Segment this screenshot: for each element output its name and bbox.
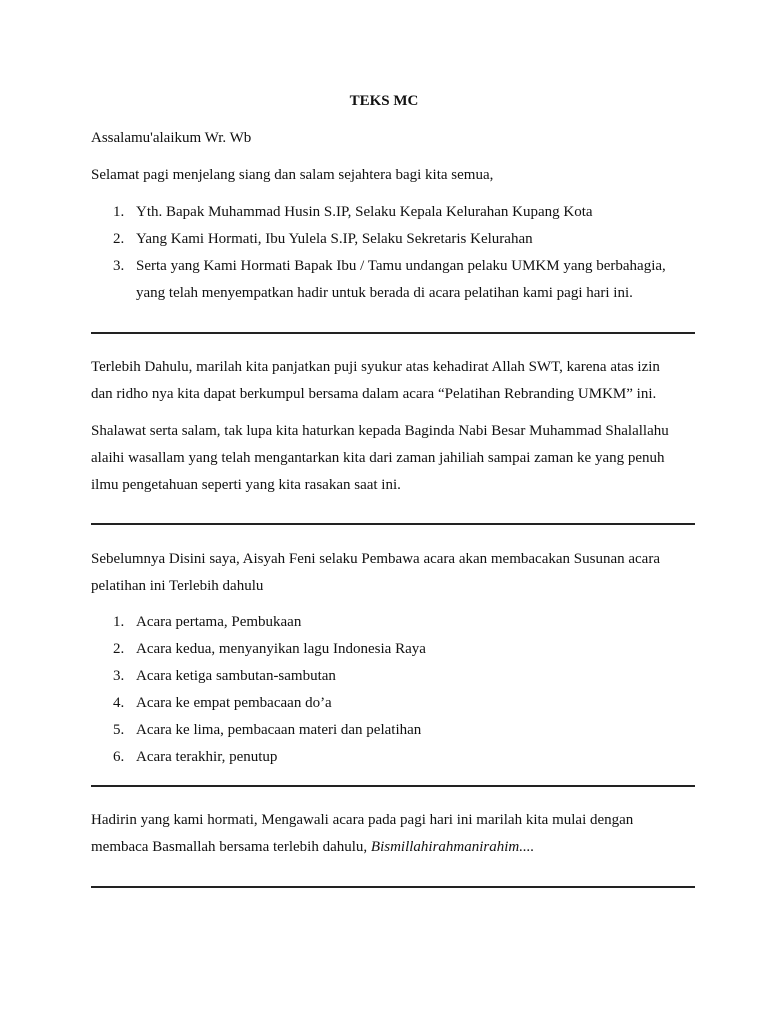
section-divider [91, 523, 695, 525]
list-number: 3. [113, 668, 125, 684]
list-item [91, 199, 695, 226]
list-item-text: Acara ketiga sambutan-sambutan [136, 668, 336, 684]
list-item-text: Acara kedua, menyanyikan lagu Indonesia Raya [136, 641, 426, 657]
list-item-text: Acara ke lima, pembacaan materi dan pelatihan [136, 722, 422, 738]
section-divider [91, 785, 695, 787]
list-item-text: Yth. Bapak Muhammad Husin S.IP, Selaku Kepala Kelurahan Kupang Kota [136, 204, 593, 220]
list-item [91, 253, 695, 307]
list-item [91, 609, 695, 636]
closing-text: Hadirin yang kami hormati, Mengawali acara pada pagi hari ini marilah kita mulai dengan membaca Basmallah bersama terlebih dahulu, [91, 812, 634, 855]
list-item [91, 663, 695, 690]
document-title: TEKS MC [349, 93, 419, 109]
list-item-text: Yang Kami Hormati, Ibu Yulela S.IP, Selaku Sekretaris Kelurahan [136, 231, 533, 247]
gratitude-paragraph: Terlebih Dahulu, marilah kita panjatkan puji syukur atas kehadirat Allah SWT, karena atas izin dan ridho nya kita dapat berkumpul bersama dalam acara “Pelatihan Rebranding UMKM” ini. [91, 359, 660, 402]
list-item [91, 744, 695, 771]
list-number: 3. [113, 258, 125, 274]
guest-list [91, 199, 695, 307]
list-number: 2. [113, 231, 125, 247]
list-item-text: Acara ke empat pembacaan do’a [136, 695, 332, 711]
greeting-text: Assalamu'alaikum Wr. Wb [91, 130, 252, 146]
opening-text: Selamat pagi menjelang siang dan salam sejahtera bagi kita semua, [91, 167, 494, 183]
list-number: 4. [113, 695, 125, 711]
list-number: 5. [113, 722, 125, 738]
list-item-text: Acara pertama, Pembukaan [136, 614, 302, 630]
agenda-list [91, 609, 695, 771]
list-item [91, 636, 695, 663]
list-number: 1. [113, 614, 125, 630]
list-number: 2. [113, 641, 125, 657]
section-divider [91, 886, 695, 888]
section-divider [91, 332, 695, 334]
list-item-text: Acara terakhir, penutup [136, 749, 278, 765]
agenda-intro-paragraph: Sebelumnya Disini saya, Aisyah Feni selaku Pembawa acara akan membacakan Susunan acara pelatihan ini Terlebih dahulu [91, 551, 660, 594]
list-number: 1. [113, 204, 125, 220]
list-item-text: Serta yang Kami Hormati Bapak Ibu / Tamu undangan pelaku UMKM yang berbahagia, yang telah menyempatkan hadir untuk berada di acara pelatihan kami pagi hari ini. [136, 258, 666, 301]
list-item [91, 226, 695, 253]
list-item [91, 717, 695, 744]
shalawat-paragraph: Shalawat serta salam, tak lupa kita haturkan kepada Baginda Nabi Besar Muhammad Shalallahu alaihi wasallam yang telah mengantarkan kita dari zaman jahiliah sampai zaman ke yang penuh ilmu pengetahuan seperti yang kita rasakan saat ini. [91, 423, 669, 493]
list-item [91, 690, 695, 717]
basmallah-text: Bismillahirahmanirahim.... [370, 839, 535, 855]
closing-paragraph [91, 807, 681, 861]
list-number: 6. [113, 749, 125, 765]
